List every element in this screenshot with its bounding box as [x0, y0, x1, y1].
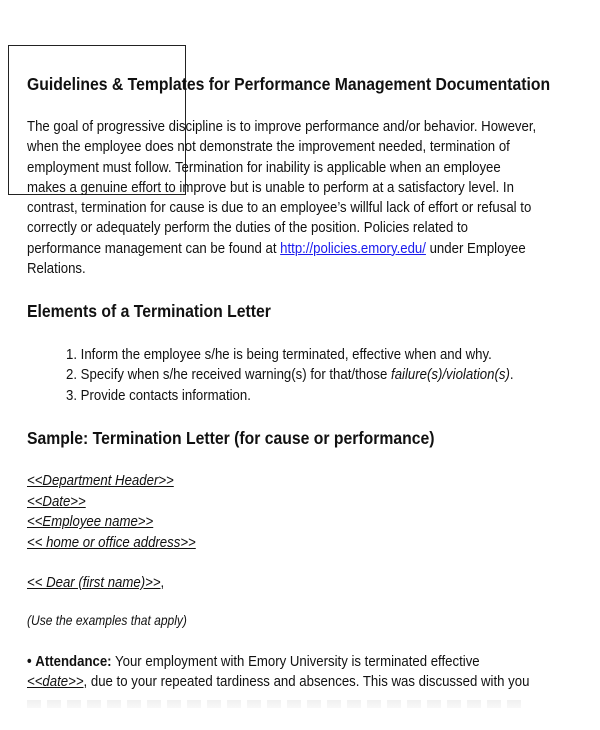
address-field: << home or office address>> — [27, 534, 196, 552]
list-item — [66, 365, 514, 385]
salutation-line — [27, 573, 164, 593]
intro-line: correctly or adequately perform the duties of the position. Policies related to — [27, 219, 468, 237]
examples-note: (Use the examples that apply) — [27, 612, 187, 628]
attendance-text-2: , due to your repeated tardiness and absences. This was discussed with you — [83, 673, 530, 691]
list-item-text: 2. Specify when s/he received warning(s) for that/those — [66, 366, 392, 384]
intro-line-with-link — [27, 239, 555, 259]
intro-paragraph — [27, 117, 555, 279]
section-heading-sample: Sample: Termination Letter (for cause or performance) — [27, 428, 435, 448]
intro-line: employment must follow. Termination for inability is applicable when an employee — [27, 158, 501, 176]
salutation-comma: , — [160, 574, 165, 591]
attendance-line — [27, 672, 529, 692]
attendance-line — [27, 652, 529, 672]
employee-name-field: <<Employee name>> — [27, 513, 154, 531]
section-heading-elements: Elements of a Termination Letter — [27, 301, 271, 321]
salutation-field: << Dear (first name)>> — [27, 574, 161, 591]
attendance-text: Your employment with Emory University is terminated effective — [111, 653, 480, 670]
intro-line: when the employee does not demonstrate the improvement needed, termination of — [27, 138, 510, 156]
bottom-fade — [0, 694, 600, 730]
elements-list — [66, 345, 514, 406]
list-item: 1. Inform the employee s/he is being terminated, effective when and why. — [66, 346, 492, 363]
list-item-end: . — [509, 366, 514, 384]
intro-line: contrast, termination for cause is due to an employee’s willful lack of effort or refusal to — [27, 199, 532, 217]
intro-line: The goal of progressive discipline is to improve performance and/or behavior. However, — [27, 118, 537, 135]
list-item: 3. Provide contacts information. — [66, 386, 251, 404]
intro-line: Relations. — [27, 260, 86, 278]
intro-link-prefix: performance management can be found at — [27, 239, 281, 257]
attendance-label: Attendance: — [35, 653, 112, 670]
attendance-paragraph — [27, 652, 529, 693]
list-item-italic: failure(s)/violation(s) — [391, 366, 510, 384]
department-header-field: <<Department Header>> — [27, 472, 174, 489]
intro-link-suffix: under Employee — [425, 239, 526, 257]
letter-placeholder-fields — [27, 471, 196, 554]
policies-link[interactable]: http://policies.emory.edu/ — [280, 239, 426, 257]
intro-line: makes a genuine effort to improve but is unable to perform at a satisfactory level. In — [27, 178, 514, 196]
date-field: <<Date>> — [27, 492, 86, 510]
bullet: • — [27, 653, 32, 670]
date-placeholder: <<date>> — [27, 673, 84, 691]
document-title: Guidelines & Templates for Performance Management Documentation — [27, 74, 551, 94]
